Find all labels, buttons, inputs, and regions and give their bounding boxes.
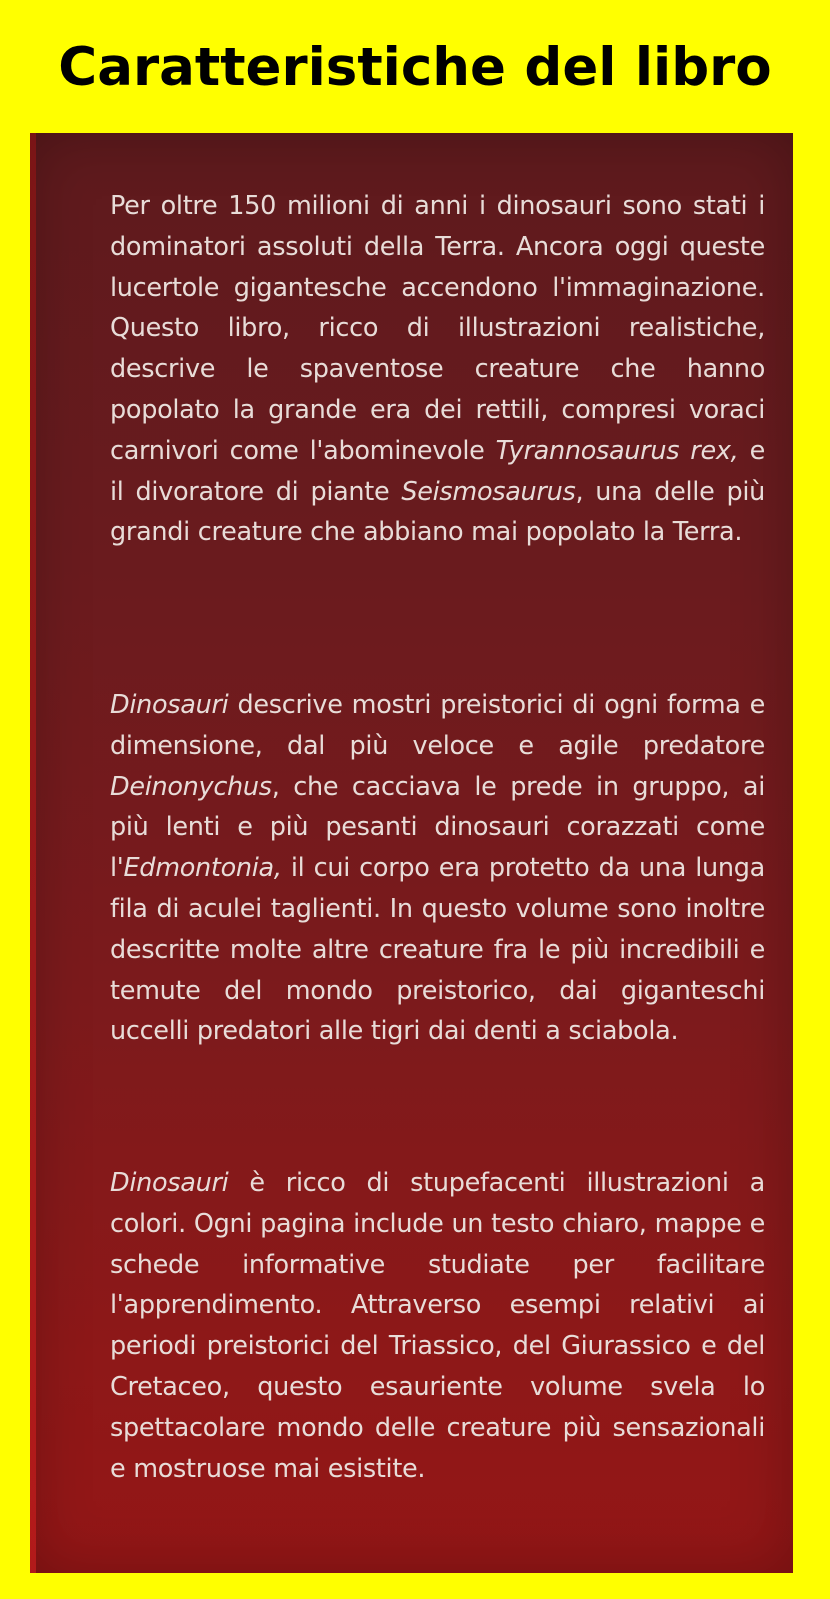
paragraph-text: e il divoratore di piante [110, 435, 765, 507]
paragraph-text: , una delle più grandi creature che abbiano mai popolato la Terra. [110, 476, 765, 548]
book-back-cover [30, 133, 793, 1573]
description-paragraph-1 [110, 186, 765, 553]
species-name-deinonychus: Deinonychus [110, 771, 272, 802]
paragraph-text: , che cacciava le prede in gruppo, ai più lenti e più pesanti dinosauri corazzati come l' [110, 771, 765, 884]
species-name-edmontonia: Edmontonia, [123, 853, 282, 884]
paragraph-text: descrive mostri preistorici di ogni forma e dimensione, dal più veloce e agile predatore [110, 690, 765, 761]
species-name-seismosaurus: Seismosaurus [401, 476, 576, 507]
paragraph-text: il cui corpo era protetto da una lunga fila di aculei taglienti. In questo volume sono inoltre descritte molte altre creature fra le più incredibili e temute del mondo preistorico, dai giganteschi uccelli predatori alle tigri dai denti a sciabola. [110, 853, 765, 1047]
paragraph-text: è ricco di stupefacenti illustrazioni a colori. Ogni pagina include un testo chiaro, mappe e schede informative studiate per facilitare l'apprendimento. Attraverso esempi relativi ai periodi preistorici del Triassico, del Giurassico e del Cretaceo, questo esauriente volume svela lo spettacolare mondo delle creature più sensazionali e mostruose mai esistite. [110, 1168, 765, 1484]
page-title: Caratteristiche del libro [58, 37, 772, 98]
description-paragraph-3 [110, 1163, 765, 1489]
book-title-inline: Dinosauri [110, 1168, 229, 1198]
description-paragraph-2 [110, 685, 765, 1052]
paragraph-text: Per oltre 150 milioni di anni i dinosauri sono stati i dominatori assoluti della Terra. Ancora oggi queste lucertole gigantesche accendono l'immaginazione. Questo libro, ricco di illustrazioni realistiche, descrive le spaventose creature che hanno popolato la grande era dei rettili, compresi voraci carnivori come l'abominevole [110, 191, 765, 466]
book-title-inline: Dinosauri [110, 690, 229, 720]
species-name-tyrannosaurus: Tyrannosaurus rex, [495, 435, 739, 466]
